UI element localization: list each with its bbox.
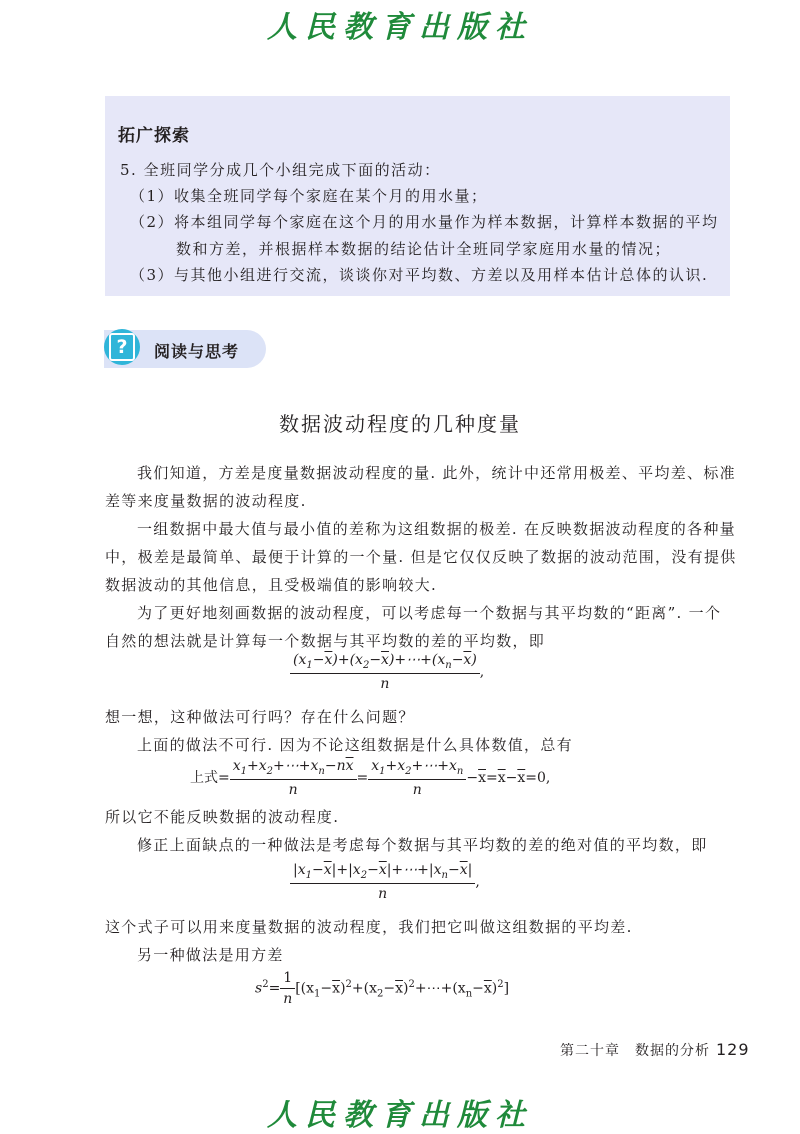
paragraph-line: 想一想，这种做法可行吗？存在什么问题？ <box>105 708 415 726</box>
paragraph-line: 差等来度量数据的波动程度. <box>105 492 307 510</box>
formula-zero-sum: 上式= $\frac{x_1+x_2+\cdots+x_n-n\overline{x}}{n}$ = $\frac{x_1+x_2+\cdots+x_n}{n}$ $-\overline{x}=\overline{x}-\overline{x}=0$, <box>190 758 551 798</box>
page-footer <box>560 1040 750 1060</box>
paragraph-line: 一组数据中最大值与最小值的差称为这组数据的极差. 在反映数据波动程度的各种量 <box>137 520 736 538</box>
exercise-5-item-2: （2）将本组同学每个家庭在这个月的用水量作为样本数据，计算样本数据的平均 <box>130 213 719 231</box>
page-number: 129 <box>716 1040 750 1059</box>
exercise-5: 5. 全班同学分成几个小组完成下面的活动： <box>120 161 441 179</box>
formula-prefix: 上式= <box>190 769 230 786</box>
paragraph-line: 所以它不能反映数据的波动程度. <box>105 808 340 826</box>
formula-mean-deviation-sum: $\frac{(x_1-\overline{x})+(x_2-\overline{x})+\cdots+(x_n-\overline{x})}{n}$ , <box>290 652 484 692</box>
publisher-watermark-top: 人民教育出版社 <box>267 10 533 45</box>
publisher-watermark-bottom: 人民教育出版社 <box>267 1098 533 1133</box>
paragraph-line: 数据波动的其他信息，且受极端值的影响较大. <box>105 576 438 594</box>
paragraph-line: 自然的想法就是计算每一个数据与其平均数的差的平均数，即 <box>105 632 546 650</box>
exercise-5-item-2-cont: 数和方差，并根据样本数据的结论估计全班同学家庭用水量的情况； <box>176 240 672 258</box>
question-book-icon: ? <box>104 329 140 365</box>
paragraph-line: 另一种做法是用方差 <box>137 946 284 964</box>
paragraph-line: 上面的做法不可行. 因为不论这组数据是什么具体数值，总有 <box>137 736 573 754</box>
reading-section-label: 阅读与思考 <box>154 342 240 361</box>
exercise-5-item-1: （1）收集全班同学每个家庭在某个月的用水量； <box>130 187 488 205</box>
formula-variance: $s^2=$ $\frac{1}{n}$ $[(x_1-\overline{x})^2+(x_2-\overline{x})^2+\cdots+(x_n-\overline{x})^2]$ <box>255 970 510 1007</box>
explore-title: 拓广探索 <box>118 126 190 146</box>
exercise-5-item-3: （3）与其他小组进行交流，谈谈你对平均数、方差以及用样本估计总体的认识. <box>130 266 709 284</box>
paragraph-line: 这个式子可以用来度量数据的波动程度，我们把它叫做这组数据的平均差. <box>105 918 633 936</box>
paragraph-line: 中，极差是最简单、最便于计算的一个量. 但是它仅仅反映了数据的波动范围，没有提供 <box>105 548 737 566</box>
paragraph-line: 为了更好地刻画数据的波动程度，可以考虑每一个数据与其平均数的“距离”. 一个 <box>137 604 722 622</box>
chapter-title: 第二十章 数据的分析 <box>560 1043 710 1059</box>
paragraph-line: 我们知道，方差是度量数据波动程度的量. 此外，统计中还常用极差、平均差、标准 <box>137 464 736 482</box>
formula-mean-absolute-deviation: $\frac{|x_1-\overline{x}|+|x_2-\overline{x}|+\cdots+|x_n-\overline{x}|}{n}$ , <box>290 862 480 902</box>
article-title: 数据波动程度的几种度量 <box>279 412 521 436</box>
paragraph-line: 修正上面缺点的一种做法是考虑每个数据与其平均数的差的绝对值的平均数，即 <box>137 836 708 854</box>
